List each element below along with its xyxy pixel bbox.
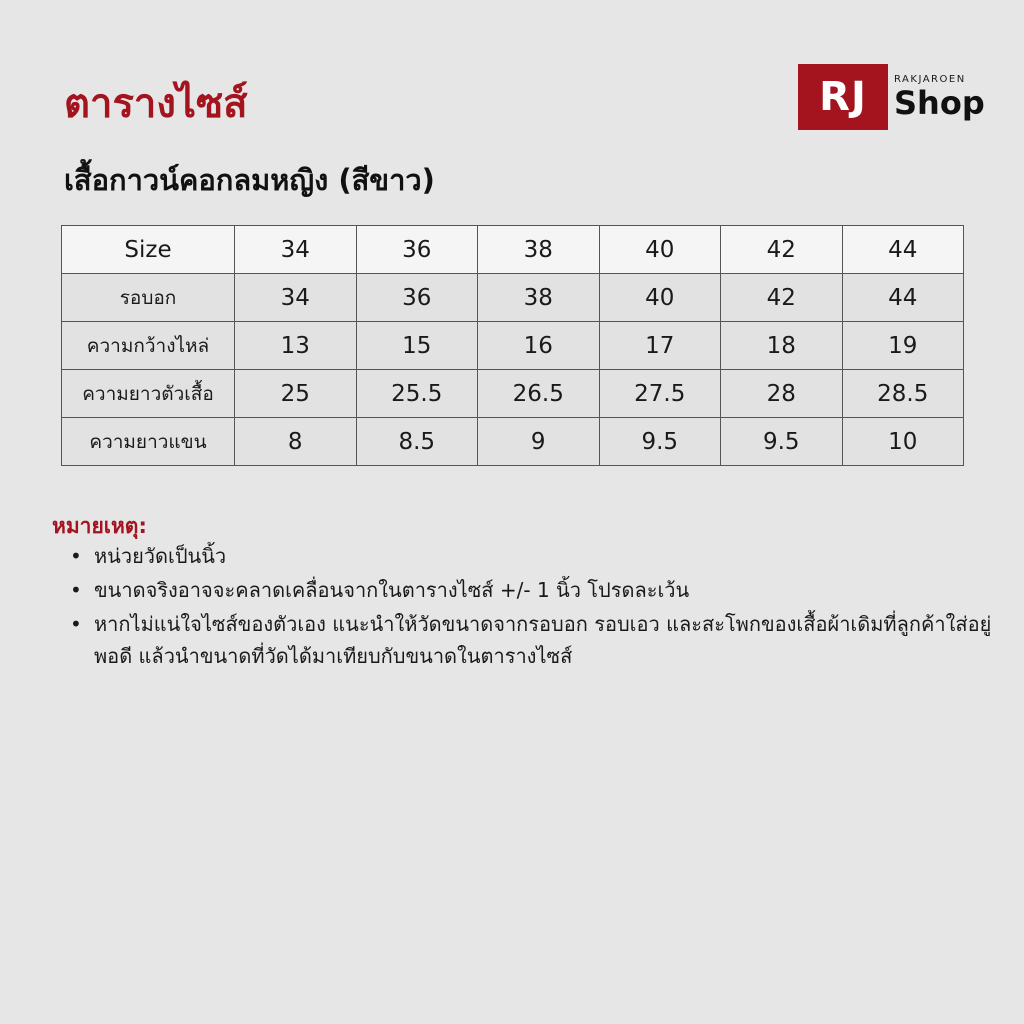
table-header-row [62,226,964,274]
notes-list [64,540,1004,674]
table-cell: 17 [599,322,721,370]
table-cell: 8 [235,418,357,466]
table-cell: 9 [478,418,600,466]
row-label: ความกว้างไหล่ [62,322,235,370]
header-cell: 34 [235,226,357,274]
table-cell: 9.5 [721,418,843,466]
table-cell: 38 [478,274,600,322]
header-cell: 44 [842,226,964,274]
logo-mark: RJ [798,64,888,130]
table-row [62,418,964,466]
brand-logo [798,64,985,130]
table-cell: 36 [356,274,478,322]
table-cell: 15 [356,322,478,370]
header-cell: 42 [721,226,843,274]
header-cell: 40 [599,226,721,274]
note-item: • หน่วยวัดเป็นนิ้ว [64,540,1004,572]
header-cell: 38 [478,226,600,274]
table-cell: 9.5 [599,418,721,466]
product-subtitle: เสื้อกาวน์คอกลมหญิง (สีขาว) [64,163,435,197]
logo-shop-text: Shop [894,84,985,122]
table-cell: 16 [478,322,600,370]
page-title: ตารางไซส์ [64,81,248,127]
table-cell: 10 [842,418,964,466]
note-item: • หากไม่แน่ใจไซส์ของตัวเอง แนะนำให้วัดขนาดจากรอบอก รอบเอว และสะโพกของเสื้อผ้าเดิมที่ลูกค้าใส่อยู่พอดี แล้วนำขนาดที่วัดได้มาเทียบกับขนาดในตารางไซส์ [64,608,1004,672]
logo-small-text: RAKJAROEN [894,74,966,85]
table-row [62,322,964,370]
table-cell: 27.5 [599,370,721,418]
row-label: ความยาวแขน [62,418,235,466]
table-cell: 40 [599,274,721,322]
table-cell: 26.5 [478,370,600,418]
table-cell: 44 [842,274,964,322]
table-cell: 18 [721,322,843,370]
table-cell: 28.5 [842,370,964,418]
table-row [62,274,964,322]
notes-heading: หมายเหตุ: [52,514,147,538]
note-item: • ขนาดจริงอาจจะคลาดเคลื่อนจากในตารางไซส์ +/- 1 นิ้ว โปรดละเว้น [64,574,1004,606]
table-cell: 34 [235,274,357,322]
row-label: รอบอก [62,274,235,322]
table-cell: 19 [842,322,964,370]
table-cell: 42 [721,274,843,322]
row-label: ความยาวตัวเสื้อ [62,370,235,418]
table-row [62,370,964,418]
header-cell: 36 [356,226,478,274]
table-cell: 25.5 [356,370,478,418]
size-table [61,225,964,466]
table-cell: 28 [721,370,843,418]
header-label: Size [62,226,235,274]
table-cell: 8.5 [356,418,478,466]
table-cell: 25 [235,370,357,418]
table-cell: 13 [235,322,357,370]
logo-text [894,64,985,120]
